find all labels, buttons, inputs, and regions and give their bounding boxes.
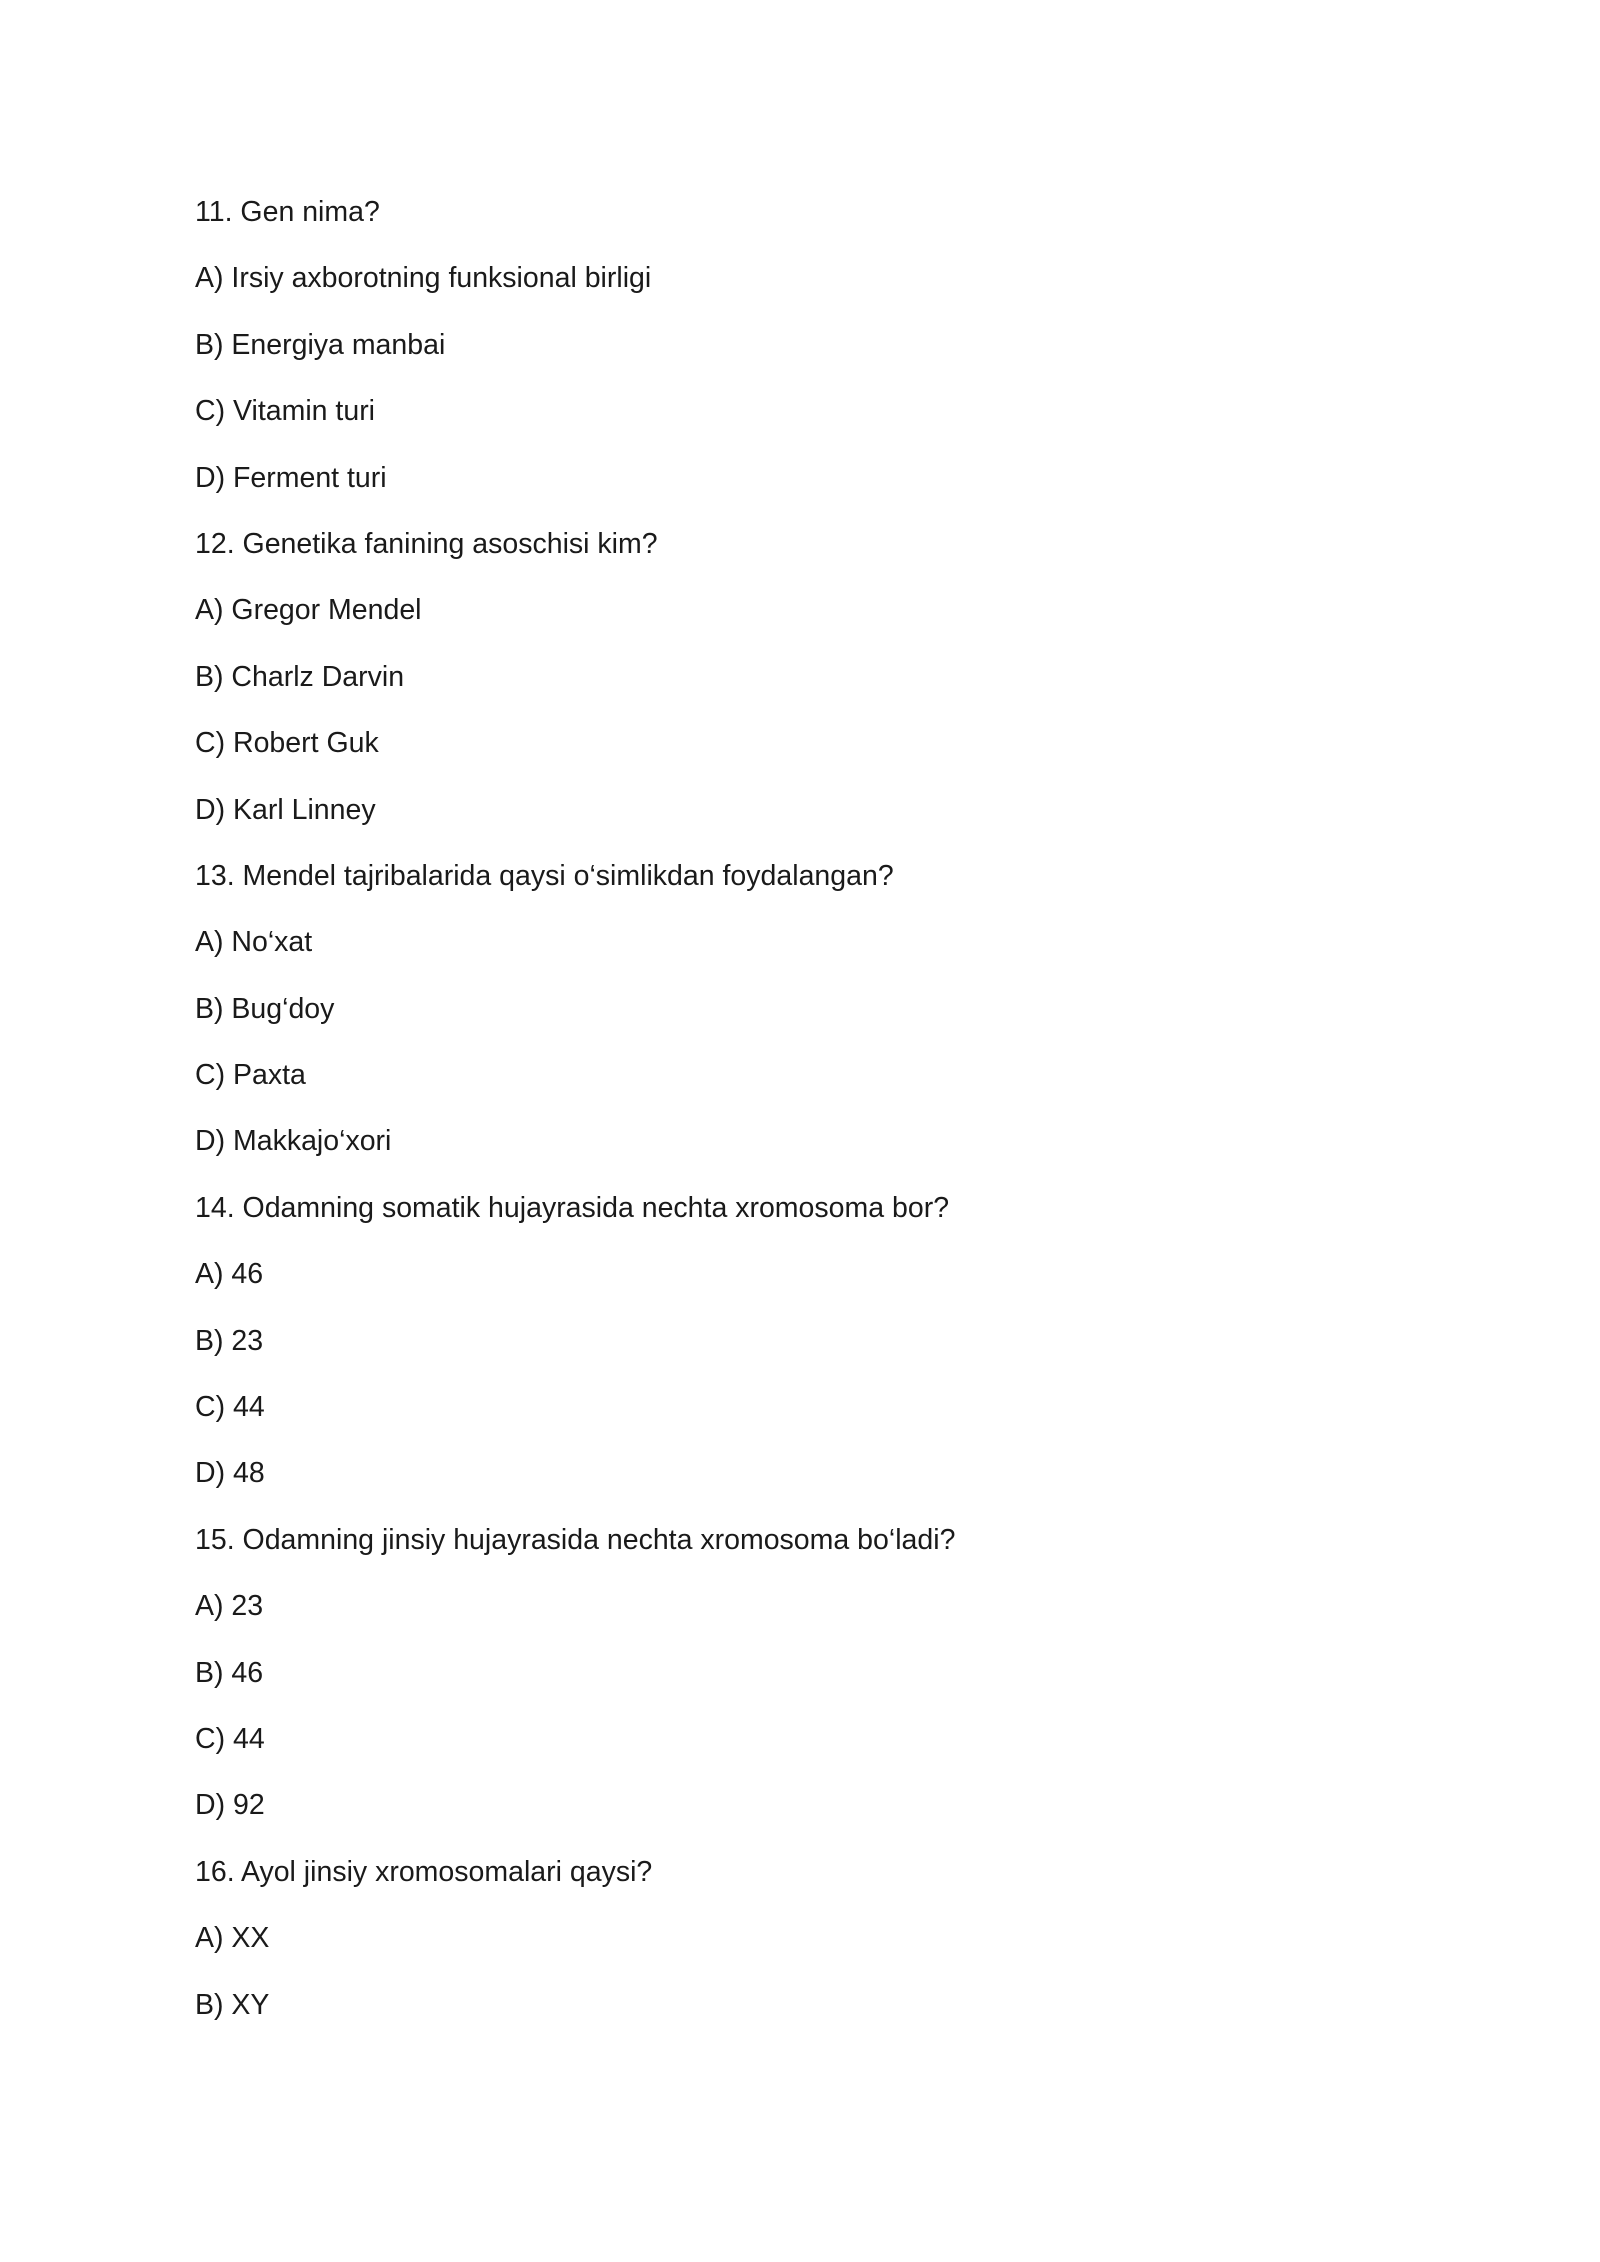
answer-option: B) Energiya manbai (195, 328, 446, 361)
answer-option: B) 46 (195, 1656, 264, 1689)
answer-option: B) 23 (195, 1324, 264, 1357)
question-list (195, 190, 1395, 2049)
answer-option: D) 92 (195, 1789, 265, 1822)
answer-option: A) 46 (195, 1258, 264, 1291)
answer-option: D) 48 (195, 1457, 265, 1490)
question-text: 13. Mendel tajribalarida qaysi o‘simlikdan foydalangan? (195, 859, 894, 892)
answer-option: C) Robert Guk (195, 727, 379, 760)
answer-option: A) XX (195, 1922, 270, 1955)
answer-option: B) XY (195, 1988, 270, 2021)
question-text: 15. Odamning jinsiy hujayrasida nechta xromosoma bo‘ladi? (195, 1523, 956, 1556)
question-text: 11. Gen nima? (195, 196, 380, 228)
answer-option: B) Charlz Darvin (195, 660, 405, 693)
answer-option: B) Bug‘doy (195, 992, 335, 1025)
answer-option: A) No‘xat (195, 926, 313, 959)
answer-option: D) Makkajo‘xori (195, 1125, 392, 1158)
answer-option: C) 44 (195, 1722, 265, 1755)
answer-option: A) Irsiy axborotning funksional birligi (195, 262, 652, 295)
question-text: 16. Ayol jinsiy xromosomalari qaysi? (195, 1855, 653, 1888)
answer-option: A) 23 (195, 1590, 264, 1623)
answer-option: C) Paxta (195, 1059, 306, 1092)
answer-option: A) Gregor Mendel (195, 594, 422, 627)
question-text: 14. Odamning somatik hujayrasida nechta xromosoma bor? (195, 1191, 950, 1224)
answer-option: C) Vitamin turi (195, 395, 376, 428)
answer-option: C) 44 (195, 1391, 265, 1424)
question-text: 12. Genetika fanining asoschisi kim? (195, 527, 658, 560)
answer-option: D) Ferment turi (195, 461, 387, 494)
answer-option: D) Karl Linney (195, 793, 376, 826)
